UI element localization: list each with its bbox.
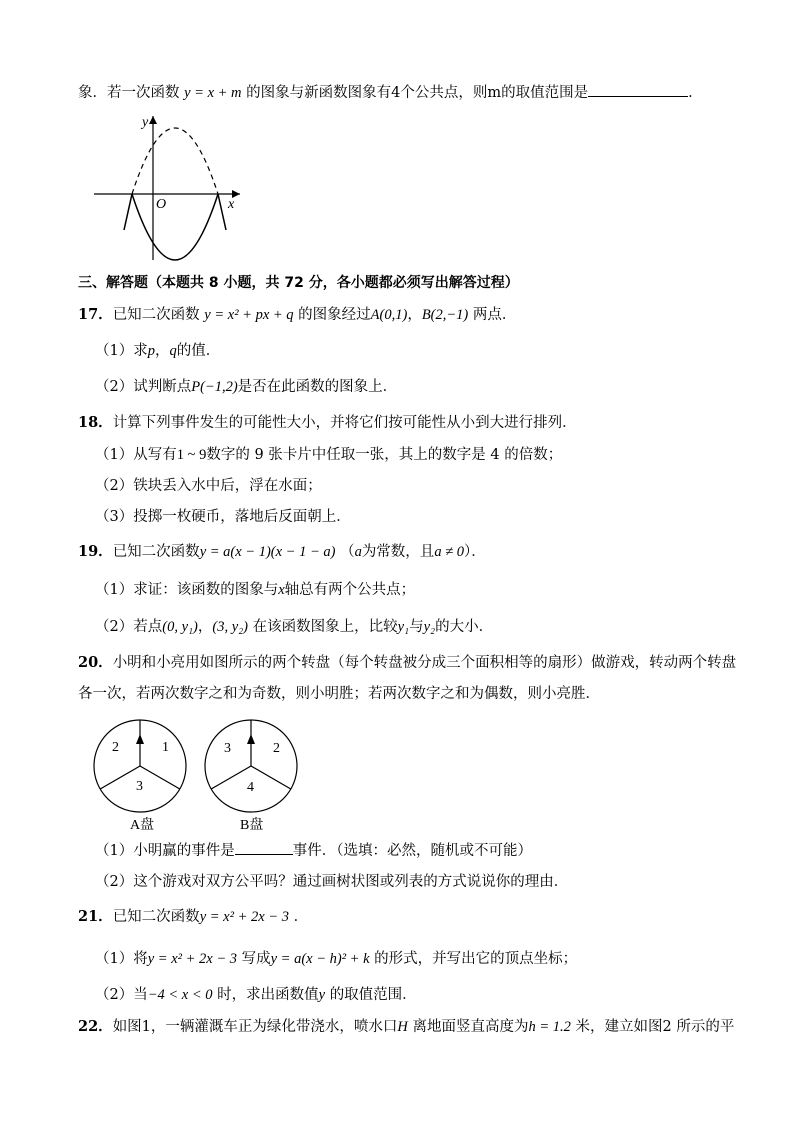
q21-equation: y = x² + 2x − 3 (199, 909, 289, 925)
spinner-b-right: 2 (273, 741, 280, 756)
q19-part2 (95, 617, 493, 637)
spinner-b (205, 720, 297, 812)
q20-line-2: 各一次，若两次数字之和为奇数，则小明胜；若两次数字之和为偶数，则小亮胜． (78, 686, 600, 702)
q19-text-3: 为常数，且 (361, 544, 435, 560)
q19-p2-text: （2）若点 (95, 619, 163, 635)
q22-stem (78, 1017, 734, 1037)
q18-stem (78, 413, 577, 433)
spinner-b-left: 3 (224, 741, 231, 756)
q19-point-2: (3, y₂) (212, 619, 249, 635)
section-heading: 三、解答题（本题共 8 小题，共 72 分，各小题都必须写出解答过程） (78, 275, 519, 291)
intro-equation: y = x + m (184, 85, 242, 101)
q19-text-4: ）． (464, 544, 486, 560)
spinner-a-left: 2 (112, 740, 119, 755)
q17-sep: ， (407, 307, 422, 323)
y-label: y (142, 115, 149, 130)
q17-p2-end: 是否在此函数的图象上． (237, 379, 398, 395)
q18-part1 (95, 445, 562, 465)
q19-p2-text-2: 在该函数图象上，比较 (252, 619, 398, 635)
q21-range: −4 < x < 0 (147, 987, 213, 1003)
q21-vertex-form: y = a(x − h)² + k (270, 951, 370, 967)
q19-point-1: (0, y₁) (162, 619, 198, 635)
spinner-a-right: 1 (162, 740, 169, 755)
spinner-a (94, 720, 186, 812)
answer-blank[interactable] (588, 82, 688, 97)
var-y: y (318, 987, 326, 1003)
q17-part1 (95, 341, 220, 361)
q21-p2-end: 的取值范围． (329, 987, 417, 1003)
q17-text-2: 的图象经过 (298, 307, 371, 323)
q19-p1-text: （1）求证：该函数的图象与 (95, 582, 279, 598)
q17-p1-end: 的值． (176, 343, 221, 359)
intro-text: 象．若一次函数 (78, 85, 180, 101)
var-y2: y₂ (423, 619, 436, 635)
q21-part1 (95, 949, 577, 969)
question-number: 18． (78, 414, 113, 431)
question-number: 17． (78, 306, 113, 323)
q18-range: 1 ~ 9 (176, 447, 207, 463)
q21-text-2: ． (293, 909, 309, 925)
q21-p1-equation: y = x² + 2x − 3 (147, 951, 237, 967)
q19-condition: a ≠ 0 (434, 544, 465, 560)
reflected-parabola (132, 194, 218, 260)
dashed-parabola (132, 128, 218, 194)
spinner-a-arrow (136, 734, 144, 744)
q17-p2-text: （2）试判断点 (95, 379, 192, 395)
question-number: 20． (78, 654, 113, 671)
q19-p2-and: 与 (409, 619, 424, 635)
q17-part2 (95, 377, 397, 397)
q21-p2-text: （2）当 (95, 987, 148, 1003)
intro-text-2: 的图象与新函数图象有4个公共点，则m的取值范围是 (246, 85, 589, 101)
q21-text: 已知二次函数 (112, 909, 200, 925)
q19-stem (78, 542, 486, 562)
q19-p1-end: 轴总有两个公共点； (284, 582, 416, 598)
q17-point-b: B(2,−1) (421, 307, 469, 323)
origin-label: O (156, 197, 167, 212)
q21-stem (78, 907, 308, 927)
q17-point-p: P(−1,2) (191, 379, 238, 395)
q20-answer-blank[interactable] (235, 840, 293, 855)
q18-text: 计算下列事件发生的可能性大小，并将它们按可能性从小到大进行排列． (112, 415, 577, 431)
q17-equation: y = x² + px + q (204, 307, 294, 323)
q17-point-a: A(0,1) (370, 307, 408, 323)
spinner-b-bottom: 4 (247, 780, 254, 795)
q20-line-1: 小明和小亮用如图所示的两个转盘（每个转盘被分成三个面积相等的扇形）做游戏，转动两个转盘 (112, 655, 737, 671)
right-branch (218, 194, 226, 230)
q17-p1-sep: ， (154, 343, 170, 359)
q17-text-3: 两点． (472, 307, 517, 323)
q20-stem (78, 653, 736, 673)
intro-end: ． (688, 85, 703, 101)
q21-p1-text: （1）将 (95, 951, 148, 967)
intro-line (78, 82, 703, 103)
q17-p1-text: （1）求 (95, 343, 148, 359)
q17-text: 已知二次函数 (112, 307, 200, 323)
q21-p1-text-2: 写成 (241, 951, 271, 967)
question-number: 22． (78, 1018, 113, 1035)
q21-p1-end: 的形式，并写出它的顶点坐标； (374, 951, 578, 967)
var-y1: y₁ (397, 619, 410, 635)
spinner-b-caption: B盘 (240, 818, 264, 833)
question-number: 19． (78, 543, 113, 560)
q21-part2 (95, 985, 417, 1005)
spinner-a-caption: A盘 (130, 818, 155, 833)
y-axis-arrow (149, 116, 157, 124)
q20-part2: （2）这个游戏对双方公平吗？通过画树状图或列表的方式说说你的理由． (95, 874, 569, 890)
q22-height: h = 1.2 (528, 1019, 571, 1035)
q22-text-3: 米，建立如图2 所示的平 (575, 1019, 735, 1035)
q19-part1 (95, 580, 415, 600)
left-branch (124, 194, 132, 230)
question-number: 21． (78, 908, 113, 925)
q19-text-2: （ (340, 544, 355, 560)
var-h-point: H (397, 1019, 408, 1035)
spinner-a-bottom: 3 (136, 779, 143, 794)
q18-p1-end: 数字的 9 张卡片中任取一张，其上的数字是 4 的倍数； (206, 447, 563, 463)
x-label: x (228, 197, 235, 212)
var-q: q (169, 343, 177, 359)
q17-stem (78, 305, 516, 325)
q21-p2-text-2: 时，求出函数值 (217, 987, 319, 1003)
q20-p1-text: （1）小明赢的事件是 (95, 843, 235, 859)
q19-equation: y = a(x − 1)(x − 1 − a) (199, 544, 336, 560)
var-a: a (354, 544, 362, 560)
q19-p2-end: 的大小． (435, 619, 494, 635)
q22-text-2: 离地面竖直高度为 (412, 1019, 529, 1035)
q18-part2: （2）铁块丢入水中后，浮在水面； (95, 478, 322, 494)
q19-p2-sep: ， (197, 619, 213, 635)
q20-part1 (95, 840, 532, 861)
q18-part3: （3）投掷一枚硬币，落地后反面朝上． (95, 509, 351, 525)
spinner-b-arrow (247, 734, 255, 744)
spinners-figure (90, 718, 320, 838)
q18-p1-text: （1）从写有 (95, 447, 177, 463)
q19-text: 已知二次函数 (112, 544, 200, 560)
q22-text: 如图1，一辆灌溉车正为绿化带浇水，喷水口 (112, 1019, 398, 1035)
var-p: p (147, 343, 155, 359)
q20-p1-end: 事件．（选填：必然，随机或不可能） (292, 843, 532, 859)
var-x: x (278, 582, 285, 598)
parabola-graph (90, 110, 250, 270)
